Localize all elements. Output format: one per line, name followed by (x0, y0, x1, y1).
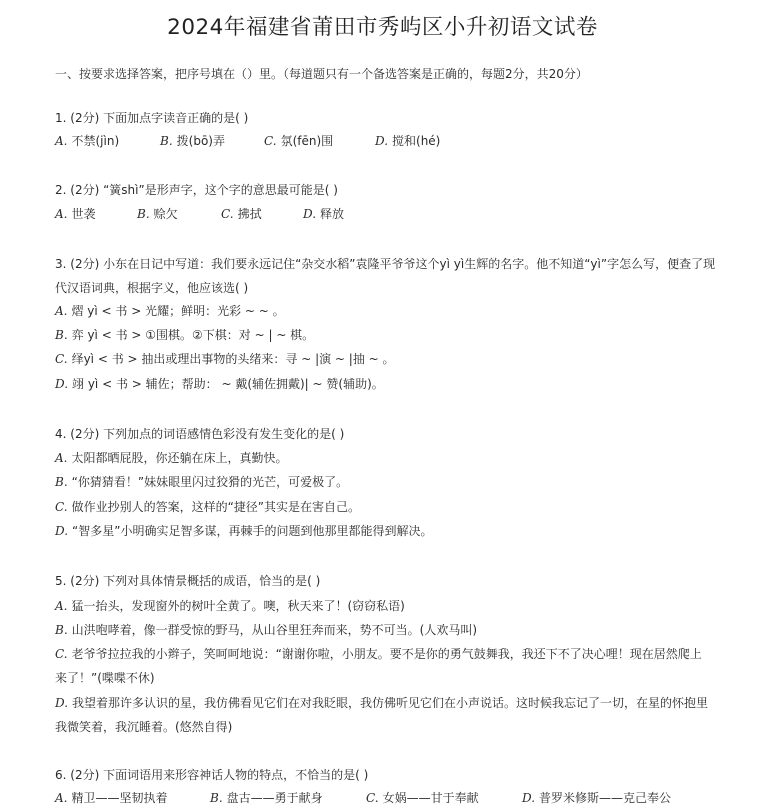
option-a[interactable]: A. 精卫——坚韧执着 (55, 791, 168, 805)
question-5-stem: 5. (2分) 下列对具体情景概括的成语，恰当的是( ) (55, 574, 321, 588)
question-4-option-b[interactable]: B. “你猜猜看！”妹妹眼里闪过狡猾的光芒，可爱极了。 (55, 475, 349, 489)
option-d[interactable]: D. 搅和(hé) (375, 134, 441, 148)
section-heading: 一、按要求选择答案，把序号填在（）里。（每道题只有一个备选答案是正确的，每题2分，共20分） (55, 67, 588, 81)
option-a[interactable]: A. 世袭 (55, 207, 96, 221)
question-3-option-d[interactable]: D. 翊 yì < 书 > 辅佐；帮助： ~ 戴(辅佐拥戴)| ~ 赞(辅助)。 (55, 377, 384, 391)
option-d[interactable]: D. 释放 (303, 207, 345, 221)
question-5-option-c-cont: 来了！”(喋喋不休) (55, 671, 155, 685)
page-title: 2024年福建省莆田市秀屿区小升初语文试卷 (167, 15, 598, 40)
question-6-options (55, 790, 671, 806)
question-2-stem: 2. (2分) “簧shì”是形声字，这个字的意思最可能是( ) (55, 183, 338, 197)
question-5-option-d-cont: 我微笑着，我沉睡着。(悠然自得) (55, 720, 233, 734)
question-6-stem: 6. (2分) 下面词语用来形容神话人物的特点，不恰当的是( ) (55, 768, 369, 782)
question-3-option-c[interactable]: C. 绎yì < 书 > 抽出或理出事物的头绪来：寻 ~ |演 ~ |抽 ~ 。 (55, 352, 395, 366)
question-5-option-d[interactable]: D. 我望着那许多认识的星，我仿佛看见它们在对我眨眼，我仿佛听见它们在小声说话。这时候我忘记了一切，在星的怀抱里 (55, 696, 709, 710)
question-3-stem: 3. (2分) 小东在日记中写道：我们要永远记住“杂交水稻”袁隆平爷爷这个yì yì生辉的名字。他不知道“yì”字怎么写，便查了现 (55, 257, 716, 271)
option-c[interactable]: C. 拂拭 (221, 207, 262, 221)
question-4-option-c[interactable]: C. 做作业抄别人的答案，这样的“捷径”其实是在害自己。 (55, 500, 361, 514)
question-2-options (55, 206, 344, 222)
question-4-option-d[interactable]: D. “智多星”小明确实足智多谋，再棘手的问题到他那里都能得到解决。 (55, 524, 433, 538)
question-4-stem: 4. (2分) 下列加点的词语感情色彩没有发生变化的是( ) (55, 427, 345, 441)
option-c[interactable]: C. 女娲——甘于奉献 (366, 791, 479, 805)
option-a[interactable]: A. 不禁(jìn) (55, 134, 120, 148)
option-b[interactable]: B. 拨(bō)弄 (160, 134, 225, 148)
question-3-stem-cont: 代汉语词典，根据字义，他应该选( ) (55, 281, 249, 295)
option-d[interactable]: D. 普罗米修斯——克己奉公 (522, 791, 672, 805)
question-1-options (55, 133, 440, 149)
question-3-option-b[interactable]: B. 弈 yì < 书 > ①围棋。②下棋：对 ~ | ~ 棋。 (55, 328, 315, 342)
option-b[interactable]: B. 赊欠 (137, 207, 178, 221)
option-c[interactable]: C. 氛(fēn)围 (264, 134, 334, 148)
question-5-option-b[interactable]: B. 山洪咆哮着，像一群受惊的野马，从山谷里狂奔而来，势不可当。(人欢马叫) (55, 623, 478, 637)
question-4-option-a[interactable]: A. 太阳都晒屁股，你还躺在床上，真勤快。 (55, 451, 288, 465)
option-b[interactable]: B. 盘古——勇于献身 (210, 791, 323, 805)
question-5-option-a[interactable]: A. 猛一抬头，发现窗外的树叶全黄了。噢，秋天来了！(窃窃私语) (55, 599, 405, 613)
question-5-option-c[interactable]: C. 老爷爷拉拉我的小辫子，笑呵呵地说：“谢谢你啦，小朋友。要不是你的勇气鼓舞我，我还下不了决心哩！现在居然爬上 (55, 647, 702, 661)
question-3-option-a[interactable]: A. 熠 yì < 书 > 光耀；鲜明：光彩 ~ ~ 。 (55, 304, 285, 318)
question-1-stem: 1. (2分) 下面加点字读音正确的是( ) (55, 111, 249, 125)
